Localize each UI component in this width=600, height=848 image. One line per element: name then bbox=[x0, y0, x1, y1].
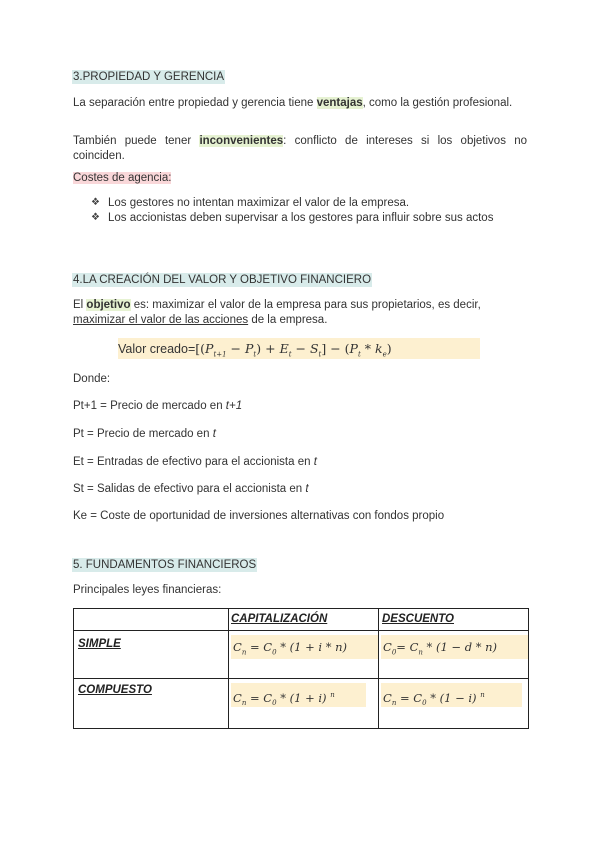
definition-line: Ke = Coste de oportunidad de inversiones alternativas con fondos propio bbox=[73, 510, 445, 522]
simple-capitalization-formula: $C_n = C_0 * (1 + i * n)$ bbox=[231, 635, 378, 659]
table-formula-cell bbox=[379, 679, 529, 729]
compound-capitalization-formula: $C_n = C_0 * (1 + i)$ $^n$ bbox=[231, 683, 366, 707]
table-formula-cell bbox=[379, 631, 529, 679]
valor-creado-formula: Valor $creado=[(P_{t+1} - P_t) + E_t - S_t] - (P_t * k_e)$ bbox=[118, 338, 480, 359]
table-row bbox=[74, 631, 529, 679]
definition-line: Pt = Precio de mercado en t bbox=[73, 428, 216, 440]
donde-label: Donde: bbox=[73, 373, 111, 385]
section-5-heading bbox=[72, 559, 257, 571]
objetivo-highlight: objetivo bbox=[86, 299, 131, 311]
section-3-heading bbox=[72, 71, 225, 83]
definition-line: Et = Entradas de efectivo para el accionista en t bbox=[73, 456, 317, 468]
financial-laws-table bbox=[73, 608, 529, 729]
capitalizacion-header: CAPITALIZACIÓN bbox=[231, 613, 328, 625]
inconvenientes-highlight: inconvenientes bbox=[199, 135, 284, 147]
section-4-paragraph: El objetivo es: maximizar el valor de la empresa para sus propietarios, es decir, maximizar el valor de las acciones de la empresa. bbox=[73, 299, 481, 326]
table-corner-cell bbox=[74, 609, 229, 631]
simple-label: SIMPLE bbox=[78, 638, 121, 650]
table-row bbox=[74, 679, 529, 729]
definition-line: Pt+1 = Precio de mercado en t+1 bbox=[73, 400, 243, 412]
ventajas-highlight: ventajas bbox=[316, 97, 363, 109]
definition-line: St = Salidas de efectivo para el accionista en t bbox=[73, 483, 309, 495]
table-header-cell bbox=[379, 609, 529, 631]
section-3-heading-text: 3.PROPIEDAD Y GERENCIA bbox=[73, 71, 225, 83]
compound-discount-formula: $C_n = C_0 * (1 - i)$ $^n$ bbox=[381, 683, 522, 707]
compuesto-label: COMPUESTO bbox=[78, 684, 152, 696]
section-4-heading bbox=[72, 274, 372, 286]
table-row-label-cell bbox=[74, 679, 229, 729]
section-5-heading-text: 5. FUNDAMENTOS FINANCIEROS bbox=[73, 559, 257, 571]
section-3-paragraph-2: También puede tener inconvenientes: conflicto de intereses si los objetivos no coinciden. bbox=[73, 135, 527, 162]
table-formula-cell bbox=[229, 631, 379, 679]
simple-discount-formula: $C_0= C_n * (1 - d * n)$ bbox=[381, 635, 528, 659]
section-5-intro: Principales leyes financieras: bbox=[73, 584, 222, 596]
diamond-bullet-icon: ❖ bbox=[91, 212, 100, 223]
table-row-label-cell bbox=[74, 631, 229, 679]
costes-de-agencia-label: Costes de agencia: bbox=[73, 172, 172, 184]
table-formula-cell bbox=[229, 679, 379, 729]
section-3-paragraph-1: La separación entre propiedad y gerencia tiene ventajas, como la gestión profesional. bbox=[73, 97, 513, 109]
table-header-cell bbox=[229, 609, 379, 631]
table-header-row bbox=[74, 609, 529, 631]
descuento-header: DESCUENTO bbox=[382, 613, 454, 625]
diamond-bullet-icon: ❖ bbox=[91, 197, 100, 208]
bullet-item: ❖ Los gestores no intentan maximizar el valor de la empresa. bbox=[91, 197, 410, 209]
bullet-item: ❖ Los accionistas deben supervisar a los gestores para influir sobre sus actos bbox=[91, 212, 494, 224]
section-4-heading-text: 4.LA CREACIÓN DEL VALOR Y OBJETIVO FINANCIERO bbox=[73, 274, 372, 286]
